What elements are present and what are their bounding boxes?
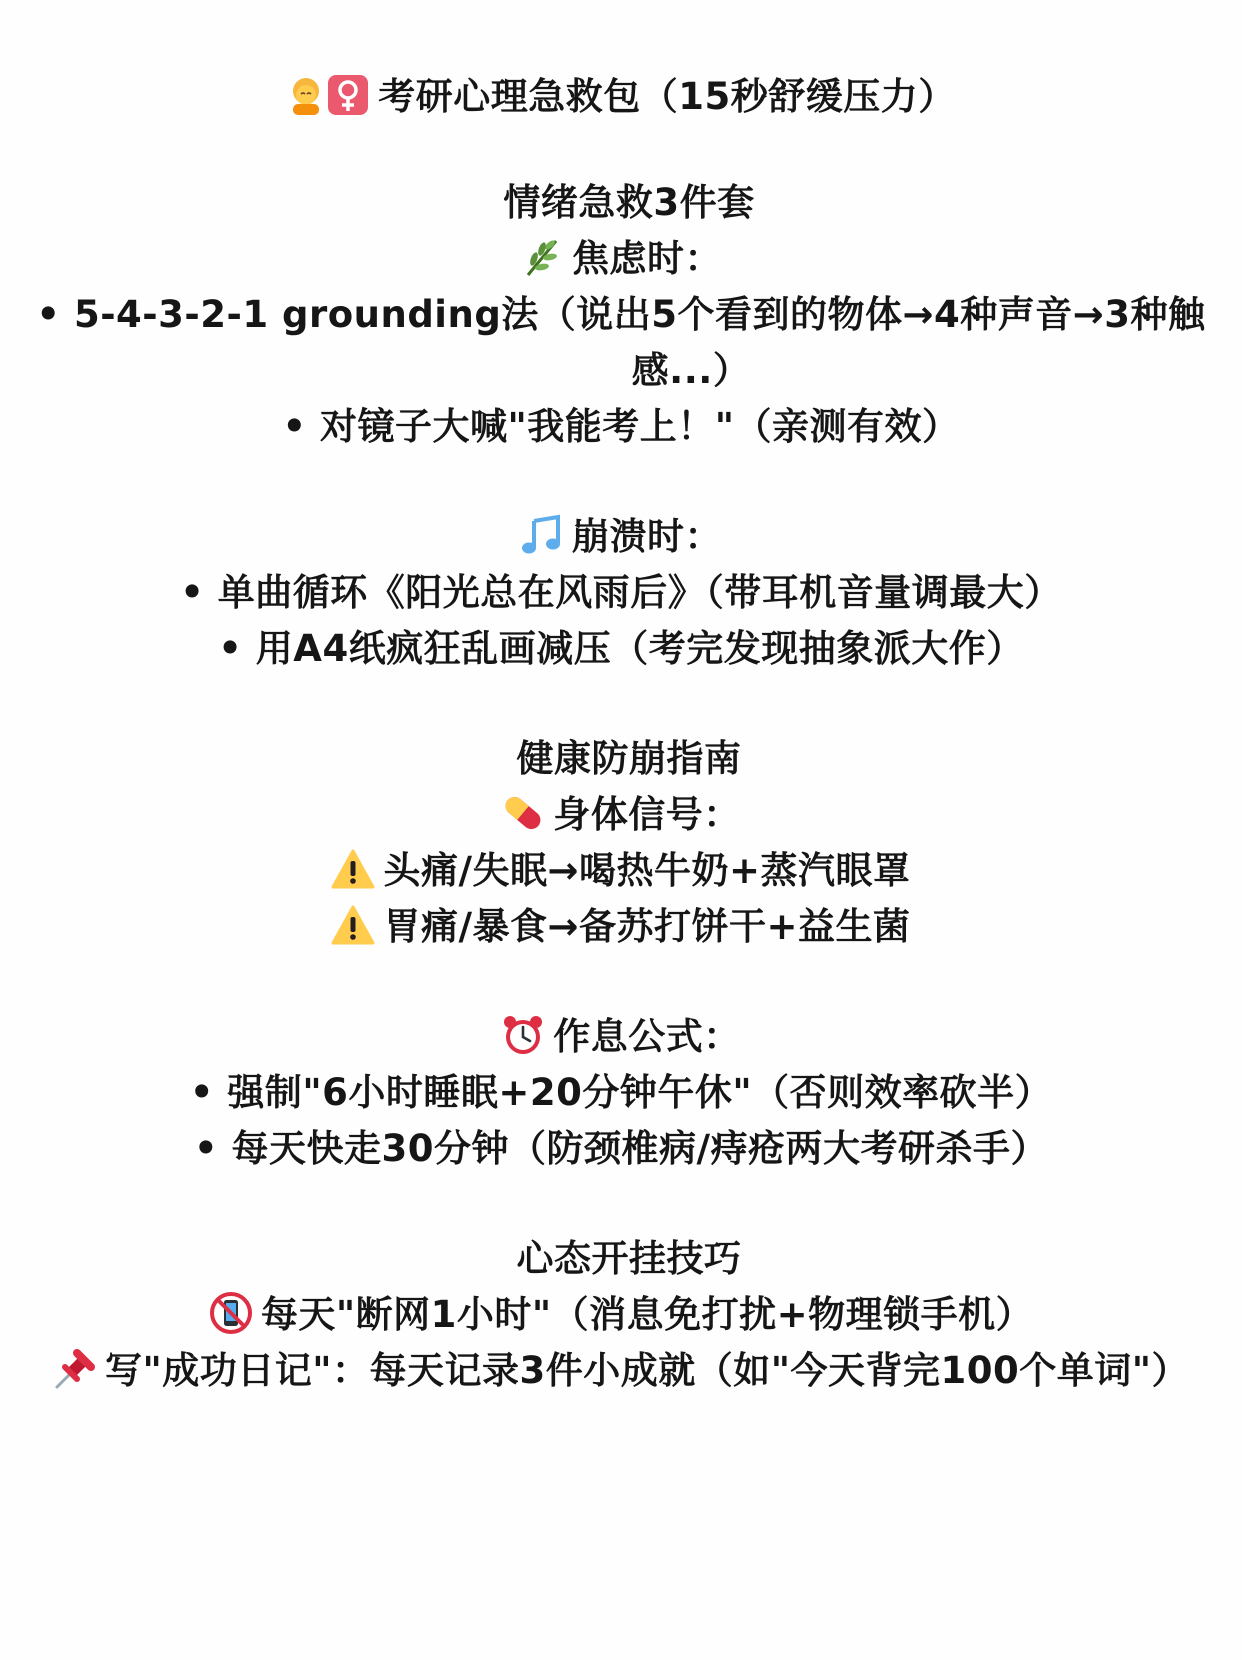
section-heading: 情绪急救3件套 (503, 181, 755, 224)
section-heading: 健康防崩指南 (516, 737, 742, 780)
tip-text: 写"成功日记"：每天记录3件小成就（如"今天背完100个单词"） (104, 1349, 1190, 1392)
pill-icon (501, 791, 545, 835)
group-label-anxiety: 焦虑时： (572, 237, 722, 280)
list-item: • 单曲循环《阳光总在风雨后》（带耳机音量调最大） (180, 571, 1062, 614)
list-item: • 每天快走30分钟（防颈椎病/痔疮两大考研杀手） (193, 1127, 1049, 1170)
group-label-line (0, 234, 1242, 284)
warning-icon (331, 847, 375, 891)
group-label-line (0, 512, 1242, 562)
list-item-text: 头痛/失眠→喝热牛奶+蒸汽眼罩 (383, 849, 911, 892)
no-mobile-phones-icon (209, 1291, 253, 1335)
pushpin-icon (53, 1347, 97, 1391)
list-item (0, 846, 1242, 896)
music-note-icon (520, 513, 564, 557)
list-item (0, 902, 1242, 952)
list-item: • 用A4纸疯狂乱画减压（考完发现抽象派大作） (218, 627, 1024, 670)
list-item: • 强制"6小时睡眠+20分钟午休"（否则效率砍半） (189, 1071, 1053, 1114)
group-label-body-signals: 身体信号： (553, 793, 741, 836)
section-heading: 心态开挂技巧 (516, 1237, 742, 1280)
warning-icon (331, 903, 375, 947)
page-title-line (0, 72, 1242, 122)
alarm-clock-icon (501, 1013, 545, 1057)
list-item: • 5-4-3-2-1 grounding法（说出5个看到的物体→4种声音→3种触 (36, 293, 1206, 336)
tip-line (0, 1346, 1242, 1396)
group-label-line (0, 790, 1242, 840)
tip-line (0, 1290, 1242, 1340)
list-item: • 对镜子大喊"我能考上！"（亲测有效） (282, 405, 960, 448)
group-label-routine: 作息公式： (553, 1015, 741, 1058)
list-item-text: 胃痛/暴食→备苏打饼干+益生菌 (383, 905, 911, 948)
person-and-female-sign-icon (286, 73, 370, 117)
herb-icon (520, 235, 564, 279)
page-title: 考研心理急救包（15秒舒缓压力） (378, 75, 956, 118)
list-item-continued: 感...） (631, 349, 751, 392)
group-label-breakdown: 崩溃时： (572, 515, 722, 558)
tip-text: 每天"断网1小时"（消息免打扰+物理锁手机） (260, 1293, 1034, 1336)
group-label-line (0, 1012, 1242, 1062)
